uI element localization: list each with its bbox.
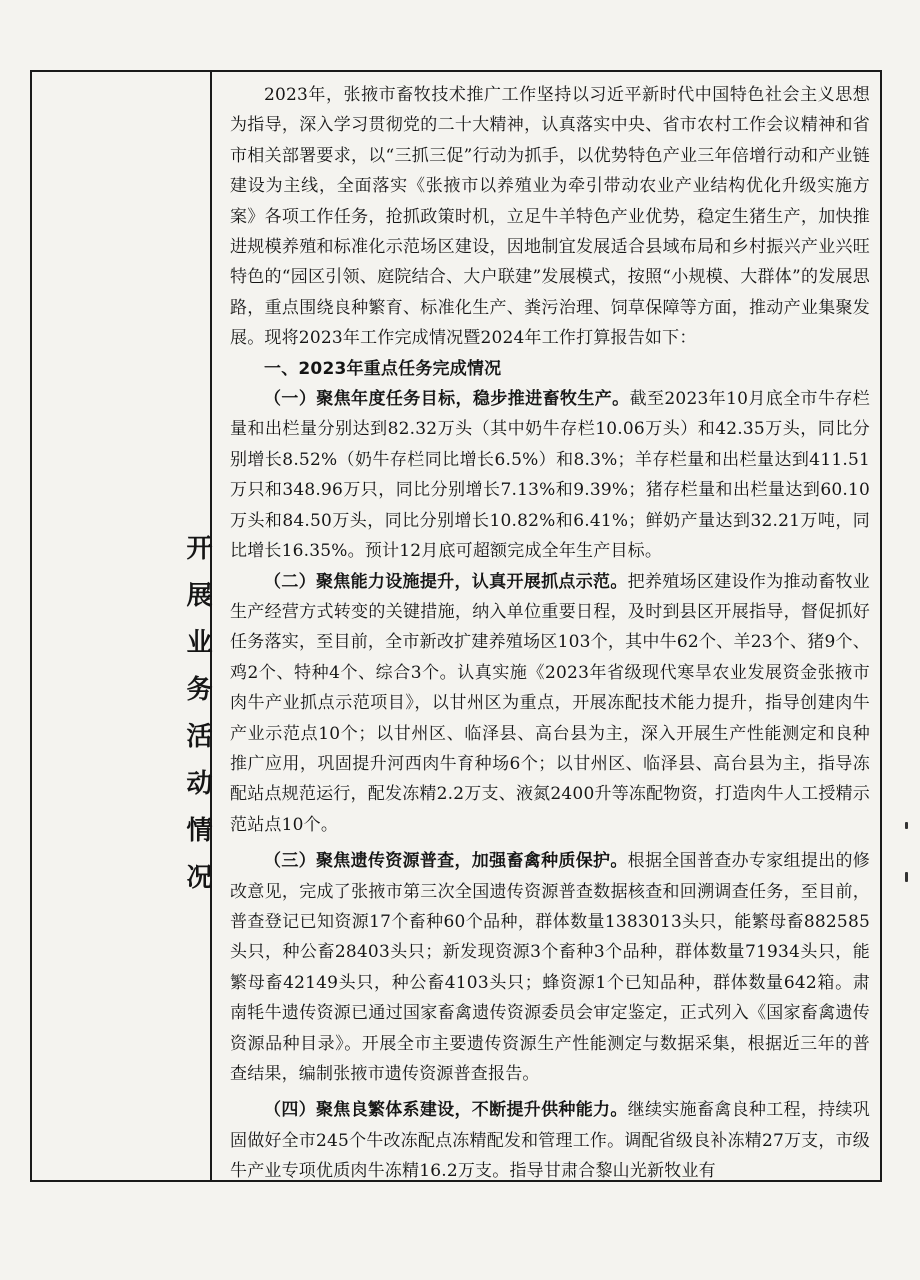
item-lead-2: （二）聚焦能力设施提升，认真开展抓点示范。: [264, 571, 628, 592]
scan-speck: [905, 822, 908, 829]
label-column: [32, 72, 212, 1180]
item-paragraph-4: [230, 1095, 870, 1180]
section-heading: 一、2023年重点任务完成情况: [264, 358, 502, 379]
item-body-4: 继续实施畜禽良种工程，持续巩固做好全市245个牛改冻配点冻精配发和管理工作。调配省级良补冻精27万支，市级牛产业专项优质肉牛冻精16.2万支。指导甘肃合黎山光新牧业有: [230, 1100, 870, 1180]
section-label: 开展业务活动情况: [182, 534, 212, 910]
item-body-2: 把养殖场区建设作为推动畜牧业生产经营方式转变的关键措施，纳入单位重要日程，及时到县区开展指导，督促抓好任务落实，至目前，全市新改扩建养殖场区103个，其中牛62个、羊23个、猪9个、鸡2个、特种4个、综合3个。认真实施《2023年省级现代寒旱农业发展资金张掖市肉牛产业抓点示范项目》，以甘州区为重点，开展冻配技术能力提升，指导创建肉牛产业示范点10个；以甘州区、临泽县、高台县为主，深入开展生产性能测定和良种推广应用，巩固提升河西肉牛育种场6个；以甘州区、临泽县、高台县为主，指导冻配站点规范运行，配发冻精2.2万支、液氮2400升等冻配物资，打造肉牛人工授精示范站点10个。: [230, 571, 870, 835]
item-paragraph-2: [230, 567, 870, 841]
scan-speck: [905, 872, 908, 882]
item-body-1: 截至2023年10月底全市牛存栏量和出栏量分别达到82.32万头（其中奶牛存栏10.06万头）和42.35万头，同比分别增长8.52%（奶牛存栏同比增长6.5%）和8.3%；羊存栏量和出栏量达到411.51万只和348.96万只，同比分别增长7.13%和9.39%；猪存栏量和出栏量达到60.10万头和84.50万头，同比分别增长10.82%和6.41%；鲜奶产量达到32.21万吨，同比增长16.35%。预计12月底可超额完成全年生产目标。: [230, 389, 870, 562]
item-paragraph-3: [230, 846, 870, 1089]
content-column: [212, 72, 880, 1180]
item-paragraph-1: [230, 384, 870, 566]
item-lead-4: （四）聚焦良繁体系建设，不断提升供种能力。: [264, 1100, 628, 1121]
item-body-3: 根据全国普查办专家组提出的修改意见，完成了张掖市第三次全国遗传资源普查数据核查和回溯调查任务，至目前，普查登记已知资源17个畜种60个品种，群体数量1383013头只，能繁母畜882585头只，种公畜28403头只；新发现资源3个畜种3个品种，群体数量71934头只，能繁母畜42149头只，种公畜4103头只；蜂资源1个已知品种，群体数量642箱。肃南牦牛遗传资源已通过国家畜禽遗传资源委员会审定鉴定，正式列入《国家畜禽遗传资源品种目录》。开展全市主要遗传资源生产性能测定与数据采集，根据近三年的普查结果，编制张掖市遗传资源普查报告。: [230, 851, 870, 1084]
item-lead-1: （一）聚焦年度任务目标，稳步推进畜牧生产。: [264, 389, 630, 410]
item-lead-3: （三）聚焦遗传资源普查，加强畜禽种质保护。: [264, 851, 628, 872]
intro-paragraph: 2023年，张掖市畜牧技术推广工作坚持以习近平新时代中国特色社会主义思想为指导，深入学习贯彻党的二十大精神，认真落实中央、省市农村工作会议精神和省市相关部署要求，以“三抓三促”行动为抓手，以优势特色产业三年倍增行动和产业链建设为主线，全面落实《张掖市以养殖业为牵引带动农业产业结构优化升级实施方案》各项工作任务，抢抓政策时机，立足牛羊特色产业优势，稳定生猪生产，加快推进规模养殖和标准化示范场区建设，因地制宜发展适合县域布局和乡村振兴产业兴旺特色的“园区引领、庭院结合、大户联建”发展模式，按照“小规模、大群体”的发展思路，重点围绕良种繁育、标准化生产、粪污治理、饲草保障等方面，推动产业集聚发展。现将2023年工作完成情况暨2024年工作打算报告如下：: [230, 85, 870, 349]
report-table: [30, 70, 882, 1182]
